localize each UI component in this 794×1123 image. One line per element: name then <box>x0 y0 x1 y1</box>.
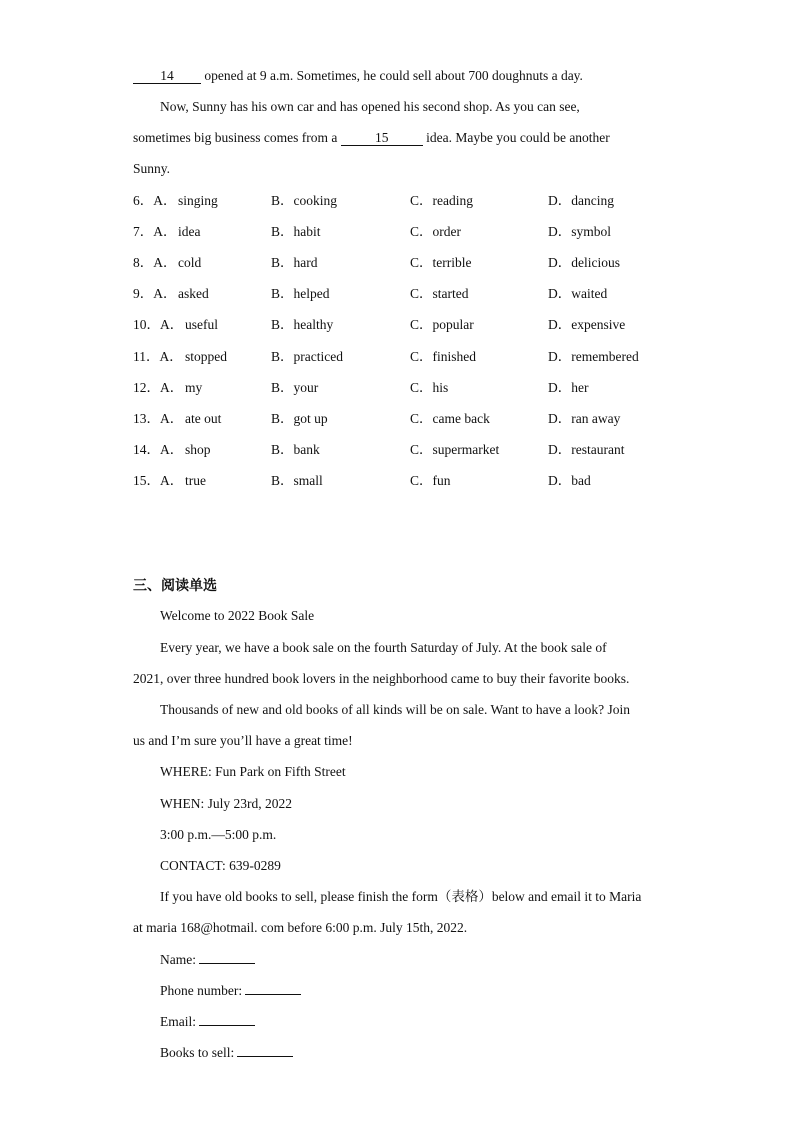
option-c: C．terrible <box>410 255 472 270</box>
passage-line-3 <box>133 129 610 147</box>
option-b: B．your <box>271 380 319 395</box>
option-c: C．order <box>410 224 461 239</box>
option-d: D．waited <box>548 286 608 301</box>
blank-14: 14 <box>133 68 201 84</box>
option-c: C．reading <box>410 193 473 208</box>
form-email-label: Email: <box>160 1014 196 1029</box>
option-d: D．bad <box>548 473 591 488</box>
option-b: B．small <box>271 473 323 488</box>
reading-time: 3:00 p.m.—5:00 p.m. <box>160 827 277 842</box>
option-a: cold <box>178 255 202 270</box>
option-a: shop <box>185 442 211 457</box>
option-a: true <box>185 473 206 488</box>
option-c: C．his <box>410 380 449 395</box>
passage-line-1 <box>133 67 583 85</box>
section-title: 三、阅读单选 <box>133 578 217 594</box>
form-phone-blank <box>245 982 301 995</box>
option-b: B．hard <box>271 255 318 270</box>
question-number: 15．A． <box>133 473 184 488</box>
form-books <box>160 1044 293 1062</box>
passage-line-3-after: idea. Maybe you could be another <box>426 130 610 145</box>
option-d: D．restaurant <box>548 442 625 457</box>
form-email <box>160 1013 255 1031</box>
option-b: B．habit <box>271 224 321 239</box>
option-c: C．finished <box>410 349 476 364</box>
option-a: idea <box>178 224 201 239</box>
question-number: 10．A． <box>133 317 184 332</box>
question-number: 6．A． <box>133 193 177 208</box>
form-name <box>160 951 255 969</box>
question-number: 13．A． <box>133 411 184 426</box>
reading-p2-line1: Thousands of new and old books of all kinds will be on sale. Want to have a look? Join <box>160 702 630 717</box>
question-number: 8．A． <box>133 255 177 270</box>
question-number: 7．A． <box>133 224 177 239</box>
option-b: B．practiced <box>271 349 343 364</box>
question-number: 12．A． <box>133 380 184 395</box>
reading-p3-line1: If you have old books to sell, please finish the form（表格）below and email it to Maria <box>160 889 642 904</box>
reading-p3-line2: at maria 168@hotmail. com before 6:00 p.m. July 15th, 2022. <box>133 920 468 935</box>
question-number: 14．A． <box>133 442 184 457</box>
form-phone <box>160 982 301 1000</box>
form-books-label: Books to sell: <box>160 1045 235 1060</box>
reading-p1-line2: 2021, over three hundred book lovers in the neighborhood came to buy their favorite books. <box>133 671 630 686</box>
option-c: C．supermarket <box>410 442 500 457</box>
option-a: stopped <box>185 349 227 364</box>
option-a: my <box>185 380 203 395</box>
option-c: C．came back <box>410 411 490 426</box>
passage-line-1-text: opened at 9 a.m. Sometimes, he could sell about 700 doughnuts a day. <box>204 68 583 83</box>
reading-when: WHEN: July 23rd, 2022 <box>160 796 292 811</box>
passage-line-2: Now, Sunny has his own car and has opened his second shop. As you can see, <box>160 99 580 114</box>
option-d: D．remembered <box>548 349 639 364</box>
option-b: B．got up <box>271 411 328 426</box>
form-name-blank <box>199 951 255 964</box>
passage-line-4: Sunny. <box>133 161 171 176</box>
reading-where: WHERE: Fun Park on Fifth Street <box>160 764 346 779</box>
blank-15: 15 <box>341 130 423 146</box>
reading-contact: CONTACT: 639-0289 <box>160 858 281 873</box>
option-d: D．dancing <box>548 193 614 208</box>
option-d: D．symbol <box>548 224 612 239</box>
option-b: B．helped <box>271 286 330 301</box>
form-email-blank <box>199 1013 255 1026</box>
passage-line-3-before: sometimes big business comes from a <box>133 130 338 145</box>
reading-p1-line1: Every year, we have a book sale on the fourth Saturday of July. At the book sale of <box>160 640 607 655</box>
option-b: B．bank <box>271 442 320 457</box>
question-number: 11．A． <box>133 349 183 364</box>
option-a: asked <box>178 286 209 301</box>
option-b: B．healthy <box>271 317 334 332</box>
option-d: D．her <box>548 380 589 395</box>
option-d: D．delicious <box>548 255 620 270</box>
reading-p2-line2: us and I’m sure you’ll have a great time! <box>133 733 353 748</box>
option-c: C．popular <box>410 317 474 332</box>
option-a: singing <box>178 193 218 208</box>
reading-title: Welcome to 2022 Book Sale <box>160 608 315 623</box>
form-phone-label: Phone number: <box>160 983 243 998</box>
question-number: 9．A． <box>133 286 177 301</box>
option-c: C．started <box>410 286 469 301</box>
option-d: D．ran away <box>548 411 621 426</box>
option-b: B．cooking <box>271 193 337 208</box>
form-name-label: Name: <box>160 952 196 967</box>
option-a: useful <box>185 317 218 332</box>
form-books-blank <box>237 1044 293 1057</box>
option-c: C．fun <box>410 473 451 488</box>
option-d: D．expensive <box>548 317 626 332</box>
option-a: ate out <box>185 411 222 426</box>
